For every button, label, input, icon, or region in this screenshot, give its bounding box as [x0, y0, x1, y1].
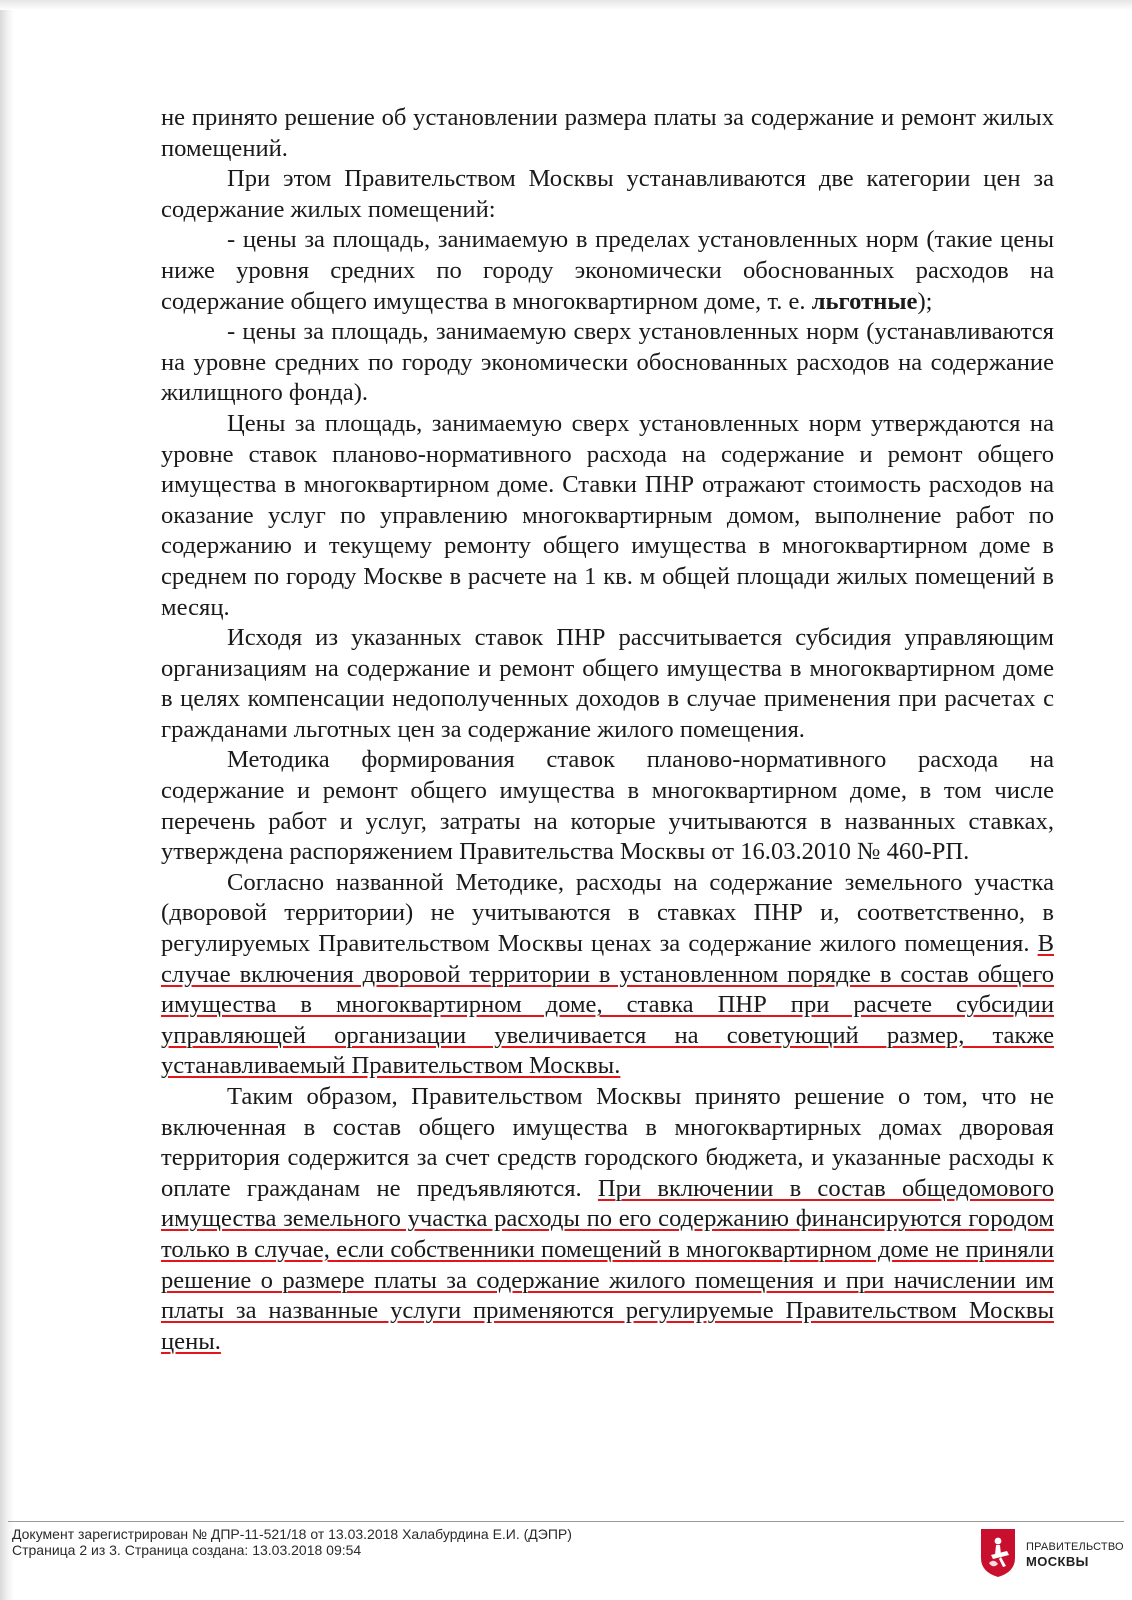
paragraph-price-categories: При этом Правительством Москвы устанавливаются две категории цен за содержание жилых помещений:: [161, 165, 1054, 223]
list-item-1-end: );: [917, 287, 933, 315]
paragraph-continuation: не принято решение об установлении размера платы за содержание и ремонт жилых помещений.: [161, 104, 1054, 162]
document-footer: [0, 1508, 1132, 1600]
paragraph-methodology: Методика формирования ставок планово-нормативного расхода на содержание и ремонт общего имущества в многоквартирном доме, в том числе перечень работ и услуг, затраты на которые учитываются в названных ставках, утверждена распоряжением Правительства Москвы от 16.03.2010 № 460-РП.: [161, 746, 1054, 866]
moscow-government-logo: [970, 1522, 1124, 1590]
scan-top-edge: [0, 0, 1132, 10]
registration-line: Документ зарегистрирован № ДПР-11-521/18 от 13.03.2018 Халабурдина Е.И. (ДЭПР): [12, 1526, 572, 1542]
paragraph-land-plot: [161, 868, 1054, 1082]
document-body: [161, 103, 1054, 1357]
land-plot-text: Согласно названной Методике, расходы на содержание земельного участка (дворовой территории) не учитываются в ставках ПНР и, соответственно, в регулируемых Правительством Москвы ценах за содержание жилого помещения.: [161, 868, 1054, 958]
list-item-1-text: - цены за площадь, занимаемую в пределах установленных норм (такие цены ниже уровня средних по городу экономически обоснованных расходов на содержание общего имущества в многоквартирном доме, т. е.: [161, 226, 1054, 315]
paragraph-subsidy: Исходя из указанных ставок ПНР рассчитывается субсидия управляющим организациям на содержание и ремонт общего имущества в многоквартирном доме в целях компенсации недополученных доходов в случае применения при расчетах с гражданами льготных цен за содержание жилого помещения.: [161, 624, 1054, 743]
registration-info: [12, 1526, 572, 1558]
paragraph-pnr-rates: Цены за площадь, занимаемую сверх установленных норм утверждаются на уровне ставок планово-нормативного расхода на содержание и ремонт общего имущества в многоквартирном доме. Ставки ПНР отражают стоимость расходов на оказание услуг по управлению многоквартирным домом, выполнение работ по содержанию и текущему ремонту общего имущества в многоквартирном доме в среднем по городу Москве в расчете на 1 кв. м общей площади жилых помещений в месяц.: [161, 409, 1054, 621]
highlighted-text-2: При включении в состав общедомового имущества земельного участка расходы по его содержанию финансируются городом только в случае, если собственники помещений в многоквартирном доме не приняли решение о размере платы за содержание жилого помещения и при начислении им платы за названные услуги применяются регулируемые Правительством Москвы цены.: [161, 1174, 1054, 1355]
logo-text: [1026, 1540, 1124, 1570]
paragraph-list-item-1: [161, 225, 1054, 317]
paragraph-conclusion: [161, 1082, 1054, 1357]
logo-line-government: ПРАВИТЕЛЬСТВО: [1026, 1541, 1124, 1553]
highlighted-text-1: В случае включения дворовой территории в установленном порядке в состав общего имущества в многоквартирном доме, ставка ПНР при расчете субсидии управляющей организации увеличивается на советующий размер, также устанавливаемый Правительством Москвы.: [161, 930, 1054, 1080]
paragraph-list-item-2: - цены за площадь, занимаемую сверх установленных норм (устанавливаются на уровне средних по городу экономически обоснованных расходов на содержание жилищного фонда).: [161, 318, 1054, 407]
page-info-line: Страница 2 из 3. Страница создана: 13.03.2018 09:54: [12, 1542, 362, 1558]
scan-left-edge: [0, 0, 14, 1600]
conclusion-text: Таким образом, Правительством Москвы принято решение о том, что не включенная в состав общего имущества в многоквартирных домах дворовая территория содержится за счет средств городского бюджета, и указанные расходы к оплате гражданам не предъявляются.: [161, 1083, 1054, 1202]
moscow-coat-of-arms-icon: [980, 1528, 1016, 1578]
footer-divider: [8, 1521, 1124, 1522]
logo-line-moscow: МОСКВЫ: [1026, 1554, 1089, 1569]
bold-term: льготные: [811, 287, 918, 315]
